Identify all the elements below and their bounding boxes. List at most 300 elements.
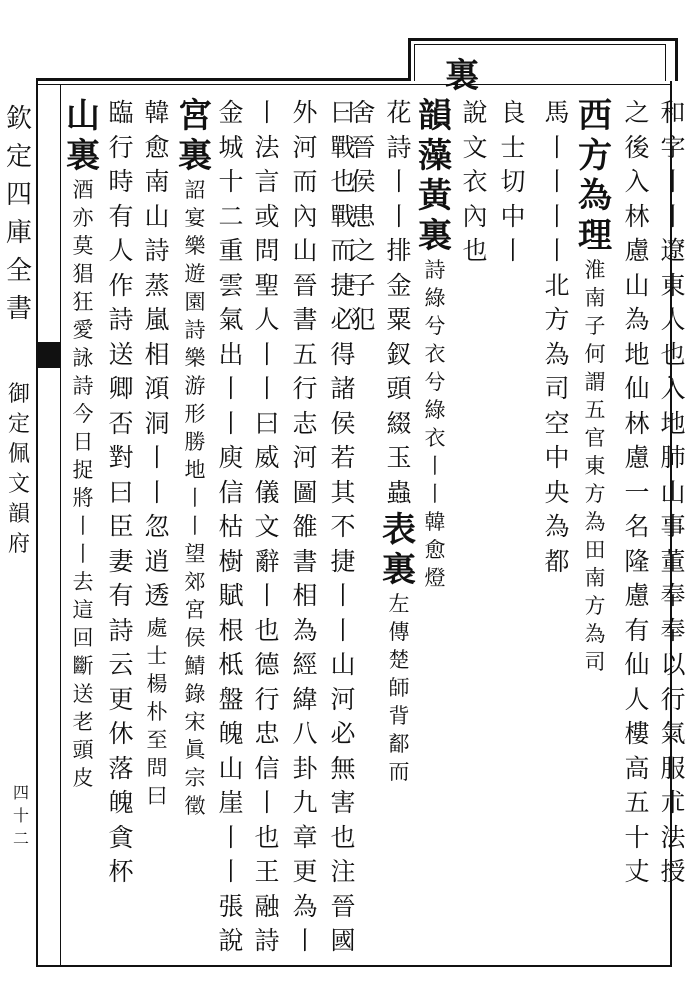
text-char: 樹 bbox=[218, 546, 244, 576]
text-char: 信 bbox=[254, 753, 280, 783]
text-char: 庾 bbox=[218, 443, 244, 472]
text-char: 望 bbox=[184, 542, 206, 566]
text-char: 問 bbox=[254, 236, 280, 265]
text-char: 丨 bbox=[184, 514, 206, 538]
text-char: 詠 bbox=[72, 346, 94, 370]
text-char: 愛 bbox=[72, 318, 94, 342]
spine-char: 韻 bbox=[7, 502, 30, 527]
text-char: 曰 bbox=[108, 477, 134, 507]
text-char: 一 bbox=[624, 477, 650, 507]
text-char: 燈 bbox=[424, 566, 446, 590]
text-char: 遊 bbox=[184, 262, 206, 286]
text-char: 詩 bbox=[424, 258, 446, 282]
text-char: 師 bbox=[388, 676, 410, 700]
text-char: 丨 bbox=[330, 581, 356, 610]
text-char: 詩 bbox=[108, 305, 134, 334]
text-char: 丨 bbox=[254, 581, 280, 610]
text-char: 丨 bbox=[254, 339, 280, 369]
text-char: 妻 bbox=[108, 546, 134, 576]
text-char: 更 bbox=[108, 684, 134, 714]
text-char: 云 bbox=[108, 650, 134, 679]
text-column bbox=[620, 96, 654, 890]
text-char: 重 bbox=[218, 236, 244, 265]
text-column bbox=[326, 96, 360, 959]
text-char: 卿 bbox=[108, 374, 134, 403]
text-char: 地 bbox=[660, 408, 686, 438]
text-char: 丨 bbox=[72, 542, 94, 566]
text-char: 兮 bbox=[424, 314, 446, 338]
text-char: 丨 bbox=[218, 408, 244, 438]
text-char: 休 bbox=[108, 719, 134, 748]
text-char: 排 bbox=[386, 236, 412, 265]
text-char: 河 bbox=[330, 684, 356, 714]
text-char: 中 bbox=[500, 201, 526, 231]
text-char: 背 bbox=[388, 704, 410, 728]
text-char: 服 bbox=[660, 753, 686, 783]
text-char: 司 bbox=[544, 374, 570, 403]
text-char: 頭 bbox=[72, 738, 94, 762]
text-char: 狂 bbox=[72, 290, 94, 314]
text-char: 害 bbox=[330, 788, 356, 817]
text-char: 衣 bbox=[462, 167, 488, 196]
text-char: 不 bbox=[330, 512, 356, 541]
text-char: 張 bbox=[218, 891, 244, 921]
text-char: 士 bbox=[146, 643, 168, 668]
text-char: 斷 bbox=[72, 654, 94, 678]
text-char: 捷 bbox=[330, 546, 356, 576]
text-char: 逍 bbox=[144, 546, 170, 576]
text-char: 而 bbox=[388, 760, 410, 784]
text-char: 崖 bbox=[218, 788, 244, 817]
text-char: 綠 bbox=[424, 286, 446, 310]
text-char: 都 bbox=[544, 546, 570, 576]
text-char: 書 bbox=[292, 546, 318, 576]
text-char: 晉 bbox=[350, 132, 376, 162]
spine-char: 庫 bbox=[5, 218, 32, 248]
text-char: 郊 bbox=[184, 570, 206, 594]
text-char: 志 bbox=[292, 408, 318, 438]
text-char: 馬 bbox=[544, 98, 570, 127]
text-char: 空 bbox=[544, 408, 570, 438]
text-char: 綠 bbox=[424, 398, 446, 422]
text-char: 山 bbox=[144, 201, 170, 231]
text-char: 丨 bbox=[386, 167, 412, 196]
text-char: 臣 bbox=[108, 512, 134, 541]
text-char: 八 bbox=[292, 719, 318, 748]
text-char: 說 bbox=[218, 926, 244, 955]
text-char: 氣 bbox=[660, 719, 686, 748]
text-column bbox=[382, 96, 416, 786]
text-char: 去 bbox=[72, 570, 94, 594]
text-char: 根 bbox=[218, 615, 244, 645]
text-char: 朴 bbox=[146, 699, 168, 724]
text-column bbox=[250, 96, 284, 959]
text-char: 南 bbox=[584, 286, 606, 310]
headword-char: 為 bbox=[578, 176, 612, 216]
spine-char: 御 bbox=[7, 382, 30, 407]
headword-char: 裏 bbox=[178, 136, 212, 176]
text-char: 山 bbox=[218, 753, 244, 783]
text-char: 而 bbox=[330, 236, 356, 265]
text-char: 山 bbox=[624, 270, 650, 300]
text-char: 問 bbox=[146, 755, 168, 780]
text-char: 曰 bbox=[254, 408, 280, 438]
text-char: 相 bbox=[292, 581, 318, 610]
text-char: 宗 bbox=[184, 766, 206, 790]
text-char: 捷 bbox=[330, 270, 356, 300]
text-char: 肺 bbox=[660, 443, 686, 472]
text-char: 嵐 bbox=[144, 305, 170, 334]
text-char: 朮 bbox=[660, 788, 686, 817]
text-char: 十 bbox=[624, 822, 650, 852]
text-char: 書 bbox=[292, 305, 318, 334]
text-char: 侯 bbox=[330, 408, 356, 438]
text-char: 鯖 bbox=[184, 654, 206, 678]
spine-char: 定 bbox=[5, 142, 32, 172]
text-char: 老 bbox=[72, 710, 94, 734]
header-tab-character: 裏 bbox=[445, 56, 479, 96]
text-char: 事 bbox=[660, 512, 686, 541]
text-char: 韓 bbox=[144, 98, 170, 127]
text-char: 處 bbox=[146, 615, 168, 640]
text-char: 愈 bbox=[424, 538, 446, 562]
headword-char: 裏 bbox=[66, 136, 100, 176]
text-char: 送 bbox=[72, 682, 94, 706]
text-char: 也 bbox=[462, 236, 488, 265]
text-char: 酒 bbox=[72, 178, 94, 202]
text-char: 魄 bbox=[108, 788, 134, 817]
text-char: 有 bbox=[108, 581, 134, 610]
text-char: 融 bbox=[254, 891, 280, 921]
text-char: 皮 bbox=[72, 766, 94, 790]
text-char: 得 bbox=[330, 339, 356, 369]
text-char: 經 bbox=[292, 650, 318, 679]
text-char: 高 bbox=[624, 753, 650, 783]
frame-bottom-border bbox=[36, 965, 672, 967]
text-char: 注 bbox=[330, 857, 356, 886]
text-char: 亦 bbox=[72, 206, 94, 230]
text-char: 枯 bbox=[218, 512, 244, 541]
text-char: 儀 bbox=[254, 477, 280, 507]
text-char: 也 bbox=[254, 822, 280, 852]
text-char: 雒 bbox=[292, 512, 318, 541]
text-char: 卦 bbox=[292, 753, 318, 783]
text-char: 粟 bbox=[386, 305, 412, 334]
text-char: 侯 bbox=[184, 626, 206, 650]
text-char: 山 bbox=[330, 650, 356, 679]
text-char: 奉 bbox=[660, 615, 686, 645]
text-char: 必 bbox=[330, 719, 356, 748]
text-char: 五 bbox=[584, 398, 606, 422]
text-char: 入 bbox=[624, 167, 650, 196]
text-char: 董 bbox=[660, 546, 686, 576]
text-char: 子 bbox=[350, 270, 376, 300]
text-char: 說 bbox=[462, 98, 488, 127]
text-char: 人 bbox=[108, 236, 134, 265]
text-char: 落 bbox=[108, 753, 134, 783]
text-column bbox=[104, 96, 138, 890]
text-char: 國 bbox=[330, 926, 356, 955]
text-char: 德 bbox=[254, 650, 280, 679]
text-char: 忽 bbox=[144, 512, 170, 541]
frame-top-inner-border bbox=[36, 84, 672, 85]
text-char: 為 bbox=[624, 305, 650, 334]
text-char: 山 bbox=[660, 477, 686, 507]
text-char: 日 bbox=[72, 430, 94, 454]
text-char: 詩 bbox=[184, 318, 206, 342]
text-char: 後 bbox=[624, 132, 650, 162]
text-char: 丨 bbox=[218, 822, 244, 852]
text-char: 錄 bbox=[184, 682, 206, 706]
text-char: 宋 bbox=[184, 710, 206, 734]
spine-char: 欽 bbox=[5, 104, 32, 134]
text-char: 為 bbox=[544, 339, 570, 369]
spine-char: 全 bbox=[5, 256, 32, 286]
text-char: 詩 bbox=[254, 926, 280, 955]
text-char: 文 bbox=[254, 512, 280, 541]
text-char: 丨 bbox=[424, 482, 446, 506]
text-char: 魄 bbox=[218, 719, 244, 748]
spine-char: 定 bbox=[7, 412, 30, 437]
text-char: 諸 bbox=[330, 374, 356, 403]
text-char: 洞 bbox=[144, 408, 170, 438]
headword-char: 宮 bbox=[178, 96, 212, 136]
headword-char: 方 bbox=[578, 136, 612, 176]
text-char: 曰 bbox=[146, 783, 168, 808]
text-char: 無 bbox=[330, 753, 356, 783]
text-char: 林 bbox=[624, 408, 650, 438]
text-char: 患 bbox=[350, 201, 376, 231]
text-char: 否 bbox=[108, 408, 134, 438]
text-char: 央 bbox=[544, 477, 570, 507]
text-char: 衣 bbox=[424, 426, 446, 450]
text-char: 丨 bbox=[254, 374, 280, 403]
text-char: 隆 bbox=[624, 546, 650, 576]
text-char: 內 bbox=[292, 201, 318, 231]
text-char: 這 bbox=[72, 598, 94, 622]
text-char: 為 bbox=[584, 622, 606, 646]
text-char: 方 bbox=[584, 594, 606, 618]
text-char: 丨 bbox=[292, 926, 318, 955]
text-char: 賦 bbox=[218, 581, 244, 610]
text-char: 猖 bbox=[72, 262, 94, 286]
text-char: 氣 bbox=[218, 305, 244, 334]
text-char: 透 bbox=[144, 581, 170, 610]
text-char: 丨 bbox=[218, 374, 244, 403]
text-char: 釵 bbox=[386, 339, 412, 369]
text-char: 丨 bbox=[660, 201, 686, 231]
text-char: 行 bbox=[108, 132, 134, 162]
text-char: 慮 bbox=[624, 581, 650, 610]
text-char: 丨 bbox=[544, 167, 570, 196]
text-char: 臨 bbox=[108, 98, 134, 127]
text-column bbox=[178, 96, 212, 820]
text-char: 人 bbox=[624, 684, 650, 714]
text-char: 以 bbox=[660, 650, 686, 679]
text-char: 圖 bbox=[292, 477, 318, 507]
text-char: 田 bbox=[584, 538, 606, 562]
text-char: 形 bbox=[184, 402, 206, 426]
text-column bbox=[496, 96, 530, 269]
text-column bbox=[578, 96, 612, 676]
text-char: 樂 bbox=[184, 346, 206, 370]
text-char: 也 bbox=[660, 339, 686, 369]
text-char: 之 bbox=[624, 98, 650, 127]
text-char: 丨 bbox=[72, 514, 94, 538]
text-char: 為 bbox=[584, 510, 606, 534]
text-char: 人 bbox=[660, 305, 686, 334]
text-char: 金 bbox=[218, 98, 244, 127]
text-char: 晉 bbox=[292, 270, 318, 300]
text-char: 慮 bbox=[624, 443, 650, 472]
text-char: 良 bbox=[500, 98, 526, 127]
text-char: 方 bbox=[584, 482, 606, 506]
text-char: 丨 bbox=[218, 857, 244, 886]
spine-marker bbox=[38, 342, 60, 368]
text-char: 園 bbox=[184, 290, 206, 314]
text-char: 韓 bbox=[424, 510, 446, 534]
text-char: 莫 bbox=[72, 234, 94, 258]
text-char: 法 bbox=[660, 822, 686, 852]
text-char: 九 bbox=[292, 788, 318, 817]
text-char: 丨 bbox=[660, 167, 686, 196]
text-char: 丨 bbox=[254, 788, 280, 817]
text-char: 地 bbox=[184, 458, 206, 482]
text-char: 作 bbox=[108, 270, 134, 300]
text-char: 人 bbox=[254, 305, 280, 334]
text-char: 何 bbox=[584, 342, 606, 366]
text-char: 宮 bbox=[184, 598, 206, 622]
text-char: 為 bbox=[292, 891, 318, 921]
text-char: 詩 bbox=[72, 374, 94, 398]
headword-char: 裏 bbox=[382, 550, 416, 590]
text-char: 為 bbox=[292, 615, 318, 645]
text-char: 必 bbox=[330, 305, 356, 334]
text-char: 慮 bbox=[624, 236, 650, 265]
text-char: 丨 bbox=[424, 454, 446, 478]
text-char: 丨 bbox=[254, 98, 280, 127]
text-char: 奉 bbox=[660, 581, 686, 610]
spine-char: 四 bbox=[5, 180, 32, 210]
headword-char: 藻 bbox=[418, 136, 452, 176]
text-char: 士 bbox=[500, 132, 526, 162]
text-char: 相 bbox=[144, 339, 170, 369]
text-char: 之 bbox=[350, 236, 376, 265]
text-char: 山 bbox=[292, 236, 318, 265]
text-char: 言 bbox=[254, 167, 280, 196]
text-char: 威 bbox=[254, 443, 280, 472]
text-char: 信 bbox=[218, 477, 244, 507]
text-char: 官 bbox=[584, 426, 606, 450]
text-char: 謂 bbox=[584, 370, 606, 394]
text-char: 行 bbox=[254, 684, 280, 714]
text-char: 至 bbox=[146, 727, 168, 752]
text-char: 十 bbox=[218, 167, 244, 196]
text-char: 法 bbox=[254, 132, 280, 162]
text-char: 傳 bbox=[388, 620, 410, 644]
text-char: 林 bbox=[624, 201, 650, 231]
text-char: 花 bbox=[386, 98, 412, 127]
text-char: 方 bbox=[544, 305, 570, 334]
frame-spine-divider bbox=[60, 84, 61, 967]
text-char: 辭 bbox=[254, 546, 280, 576]
text-char: 勝 bbox=[184, 430, 206, 454]
text-char: 丨 bbox=[144, 477, 170, 507]
text-char: 晉 bbox=[330, 891, 356, 921]
text-char: 地 bbox=[624, 339, 650, 369]
headword-char: 裏 bbox=[418, 216, 452, 256]
text-char: 鄐 bbox=[388, 732, 410, 756]
text-char: 樓 bbox=[624, 719, 650, 748]
text-char: 丨 bbox=[144, 443, 170, 472]
text-char: 其 bbox=[330, 477, 356, 507]
text-char: 忠 bbox=[254, 719, 280, 748]
spine-char: 文 bbox=[7, 472, 30, 497]
text-char: 緯 bbox=[292, 684, 318, 714]
text-char: 聖 bbox=[254, 270, 280, 300]
text-char: 遼 bbox=[660, 236, 686, 265]
text-char: 東 bbox=[660, 270, 686, 300]
spine-book-title bbox=[2, 380, 36, 560]
text-char: 授 bbox=[660, 857, 686, 886]
text-char: 曰 bbox=[330, 98, 356, 127]
text-char: 王 bbox=[254, 857, 280, 886]
text-char: 東 bbox=[584, 454, 606, 478]
text-char: 丨 bbox=[500, 236, 526, 265]
text-char: 南 bbox=[144, 167, 170, 196]
text-char: 或 bbox=[254, 201, 280, 231]
text-char: 有 bbox=[624, 615, 650, 645]
text-column bbox=[418, 96, 452, 592]
text-char: 仙 bbox=[624, 374, 650, 403]
text-char: 兮 bbox=[424, 370, 446, 394]
text-char: 捉 bbox=[72, 458, 94, 482]
text-char: 二 bbox=[218, 201, 244, 231]
text-char: 送 bbox=[108, 339, 134, 369]
text-char: 為 bbox=[544, 512, 570, 541]
text-char: 愈 bbox=[144, 132, 170, 162]
text-char: 名 bbox=[624, 512, 650, 541]
text-char: 詔 bbox=[184, 178, 206, 202]
text-char: 內 bbox=[462, 201, 488, 231]
text-char: 衣 bbox=[424, 342, 446, 366]
text-column bbox=[458, 96, 492, 269]
text-char: 文 bbox=[462, 132, 488, 162]
text-char: 對 bbox=[108, 443, 134, 472]
spine-char: 佩 bbox=[7, 442, 30, 467]
text-char: 丨 bbox=[544, 236, 570, 265]
text-column bbox=[66, 96, 100, 792]
text-char: 玉 bbox=[386, 443, 412, 472]
text-char: 樂 bbox=[184, 234, 206, 258]
text-char: 行 bbox=[660, 684, 686, 714]
text-char: 楊 bbox=[146, 671, 168, 696]
text-char: 河 bbox=[292, 132, 318, 162]
page-number: 四十二 bbox=[12, 783, 29, 848]
text-char: 入 bbox=[660, 374, 686, 403]
text-char: 丈 bbox=[624, 857, 650, 886]
text-char: 左 bbox=[388, 592, 410, 616]
text-char: 丨 bbox=[330, 615, 356, 645]
text-column bbox=[288, 96, 322, 959]
text-char: 頭 bbox=[386, 374, 412, 403]
text-char: 蒸 bbox=[144, 270, 170, 300]
text-char: 北 bbox=[544, 270, 570, 300]
text-char: 時 bbox=[108, 167, 134, 196]
headword-char: 韻 bbox=[418, 96, 452, 136]
text-char: 而 bbox=[292, 167, 318, 196]
text-char: 丨 bbox=[386, 201, 412, 231]
